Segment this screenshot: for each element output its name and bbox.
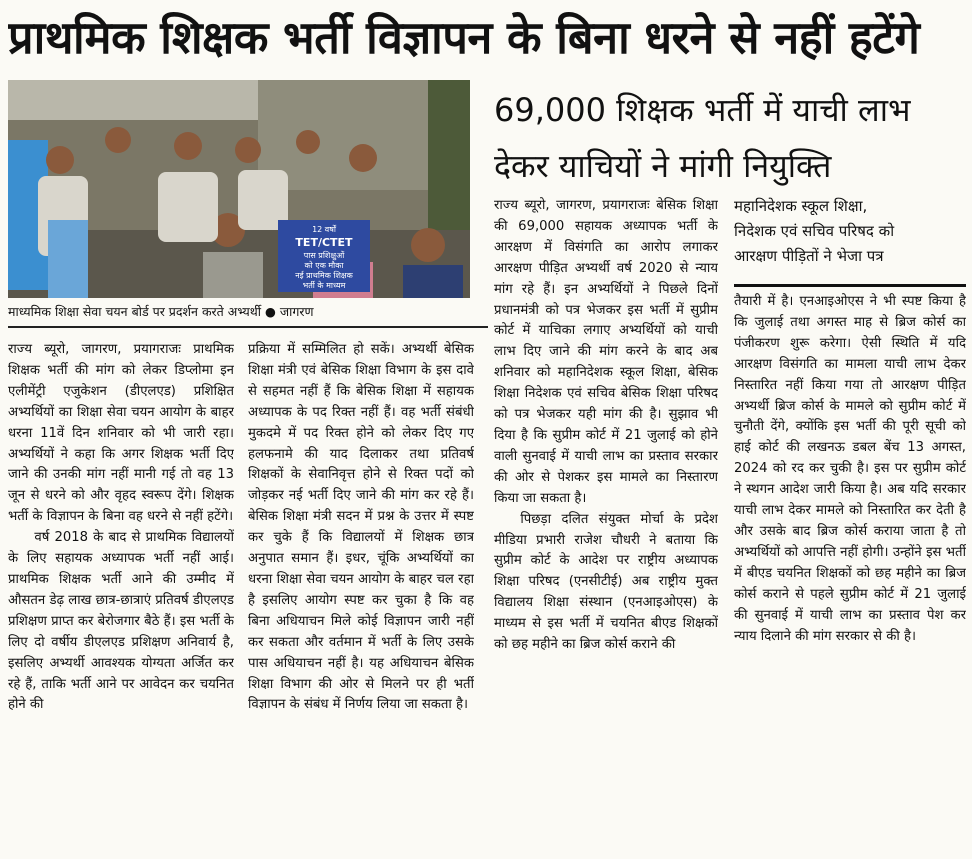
- placard-line: भर्ती के माध्यम: [302, 281, 346, 290]
- paragraph: राज्य ब्यूरो, जागरण, प्रयागराजः प्राथमिक शिक्षक भर्ती की मांग को लेकर डिप्लोमा इन एलीमेंट्री एजुकेशन (डीएलएड) प्रशिक्षित अभ्यर्थियों का शिक्षा सेवा चयन आयोग के बाहर धरना 11वें दिन शनिवार को भी जारी रहा। अभ्यर्थियों ने कहा कि अगर शिक्षक भर्ती दिए जाने की उनकी मांग नहीं मानी गई तो वह 13 जून से धरने को और वृहद स्वरूप देंगे। शिक्षक भर्ती के विज्ञापन के बिना वह धरने से नहीं हटेंगे।: [8, 342, 234, 525]
- headline: प्राथमिक शिक्षक भर्ती विज्ञापन के बिना धरने से नहीं हटेंगे: [8, 11, 920, 64]
- paragraph: राज्य ब्यूरो, जागरण, प्रयागराजः बेसिक शिक्षा की 69,000 सहायक अध्यापक भर्ती के आरक्षण में विसंगति का आरोप लगाकर आरक्षण पीड़ित अभ्यर्थी वर्ष 2020 से न्याय मांग रहे हैं। इन अभ्यर्थियों ने पिछले दिनों प्रधानमंत्री को पत्र भेजकर इस भर्ती में सुप्रीम कोर्ट में याचिका लगाए अभ्यर्थियों को याची लाभ दिए जाने की मांग करने के बाद अब शनिवार को महानिदेशक स्कूल शिक्षा, बेसिक शिक्षा निदेशक एवं सचिव बेसिक शिक्षा परिषद को पत्र भेजकर यही मांग की है। सुझाव भी दिया है कि सुप्रीम कोर्ट में 21 जुलाई को होने वाली सुनवाई में याची लाभ का प्रस्ताव सरकार की ओर से पेशकर इस मामले का निस्तारण किया जा सकता है।: [494, 198, 718, 506]
- paragraph: पिछड़ा दलित संयुक्त मोर्चा के प्रदेश मीडिया प्रभारी राजेश चौधरी ने बताया कि सुप्रीम कोर्ट के आदेश पर राष्ट्रीय अध्यापक शिक्षा परिषद (एनसीटीई) अब राष्ट्रीय मुक्त विद्यालय शिक्षा संस्थान (एनआइओएस) के माध्यम से इस भर्ती में चयनित बीएड शिक्षकों को छह महीने का ब्रिज कोर्स कराने की: [494, 511, 718, 653]
- sub-story-column-1: [494, 196, 718, 852]
- news-photo: [8, 80, 470, 298]
- sub-story-highlight: [734, 194, 966, 278]
- section-divider: [8, 326, 488, 328]
- highlight-line: आरक्षण पीड़ितों ने भेजा पत्र: [734, 247, 884, 265]
- highlight-line: महानिदेशक स्कूल शिक्षा,: [734, 197, 868, 215]
- paragraph: वर्ष 2018 के बाद से प्राथमिक विद्यालयों के लिए सहायक अध्यापक भर्ती नहीं आई। प्राथमिक शिक्षक भर्ती आने की उम्मीद में औसतन डेढ़ लाख छात्र-छात्राएं प्रतिवर्ष डीएलएड प्रशिक्षण प्राप्त कर बेरोजगार बैठे हैं। इस भर्ती के लिए दो वर्षीय डीएलएड प्रशिक्षण अनिवार्य है, इसलिए अभ्यर्थी आवश्यक योग्यता अर्जित कर रहे हैं, ताकि भर्ती आने पर आवेदन कर चयनित होने की: [8, 530, 234, 713]
- protest-photo-illustration: [8, 80, 470, 298]
- main-story-column-2: [248, 340, 474, 852]
- photo-caption: माध्यमिक शिक्षा सेवा चयन बोर्ड पर प्रदर्शन करते अभ्यर्थी ● जागरण: [8, 304, 314, 319]
- placard-line: पास प्रशिक्षुओं: [303, 251, 345, 260]
- placard-line: TET/CTET: [295, 236, 353, 249]
- main-story-column-1: [8, 340, 234, 852]
- sub-story-column-2: [734, 292, 966, 852]
- paragraph: प्रक्रिया में सम्मिलित हो सकें। अभ्यर्थी बेसिक शिक्षा मंत्री एवं बेसिक शिक्षा विभाग के इस दावे से सहमत नहीं हैं कि बेसिक शिक्षा में सहायक अध्यापक के पद रिक्त नहीं हैं। वह भर्ती संबंधी मुकदमे में पद रिक्त होने को लेकर दिए गए हलफनामे की याद दिलाकर तथा प्रतिवर्ष शिक्षकों के सेवानिवृत्त होने से रिक्त पदों को जोड़कर नई भर्ती दिए जाने की मांग कर रहे हैं। बेसिक शिक्षा मंत्री सदन में प्रश्न के उत्तर में स्पष्ट कर चुके हैं कि विद्यालयों में शिक्षक छात्र अनुपात समान हैं। इधर, चूंकि अभ्यर्थियों का धरना शिक्षा सेवा चयन आयोग के बाहर चल रहा है इसलिए आयोग स्पष्ट कर चुका है कि वह बिना अधियाचन मिले कोई विज्ञापन जारी नहीं कर सकता और वर्तमान में भर्ती के लिए उसके पास अधियाचन नहीं है। यह अधियाचन बेसिक शिक्षा विभाग की ओर से मिलने पर ही भर्ती विज्ञापन के संबंध में निर्णय लिया जा सकता है।: [248, 342, 474, 713]
- highlight-underline: [734, 284, 966, 287]
- sub-headline-line: 69,000 शिक्षक भर्ती में याची लाभ: [494, 91, 911, 129]
- placard-line: को एक मौका: [304, 261, 344, 270]
- paragraph: तैयारी में है। एनआइओएस ने भी स्पष्ट किया है कि जुलाई तथा अगस्त माह से ब्रिज कोर्स का पंजीकरण शुरू करेगा। ऐसी स्थिति में यदि आरक्षण विसंगति का मामला याची लाभ देकर निस्तारित नहीं किया गया तो आरक्षण पीड़ित अभ्यर्थी ब्रिज कोर्स के मामले को सुप्रीम कोर्ट में चुनौती देंगे, क्योंकि इस भर्ती की पूरी सूची को हाई कोर्ट की लखनऊ डबल बेंच 13 अगस्त, 2024 को रद कर चुकी है। इस पर सुप्रीम कोर्ट ने स्थगन आदेश जारी किया है। अब यदि सरकार याची लाभ देकर मामले को निस्तारित कर देती है और उसके बाद ब्रिज कोर्स कराया जाता है तो अभ्यर्थियों को आपत्ति नहीं होगी। उन्होंने इस भर्ती में बीएड चयनित शिक्षकों को छह महीने का ब्रिज कोर्स कराने से पहले सुप्रीम कोर्ट में 21 जुलाई की सुनवाई में याची लाभ का प्रस्ताव पेश कर न्याय दिलाने की मांग सरकार से की है।: [734, 294, 966, 644]
- highlight-line: निदेशक एवं सचिव परिषद को: [734, 222, 895, 240]
- sub-headline: [494, 82, 964, 194]
- placard-line: 12 वर्षों: [312, 225, 336, 234]
- placard-line: नई प्राथमिक शिक्षक: [295, 271, 353, 280]
- sub-headline-line: देकर याचियों ने मांगी नियुक्ति: [494, 147, 832, 185]
